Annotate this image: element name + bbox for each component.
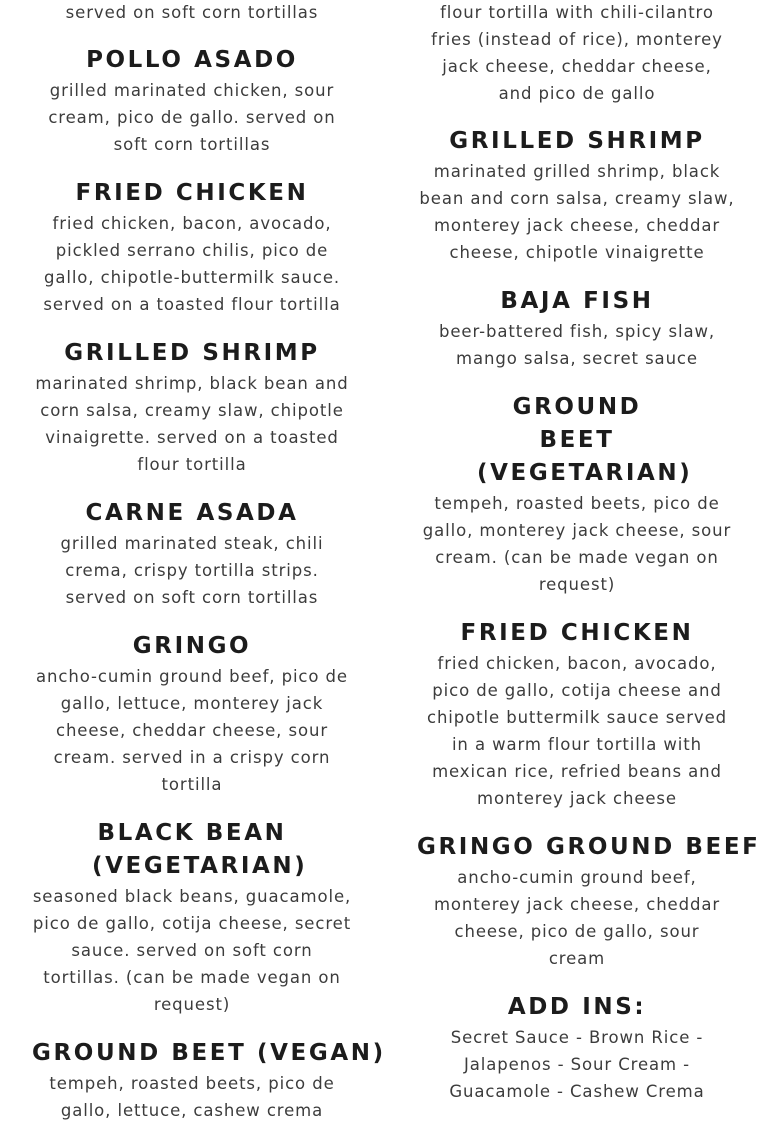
add-ins-list: Secret Sauce - Brown Rice - Jalapenos - Sour Cream - Guacamole - Cashew Crema [449, 1028, 705, 1101]
menu-item [32, 177, 352, 318]
menu-item [32, 497, 352, 611]
menu-item-description: tempeh, roasted beets, pico de gallo, lettuce, cashew crema [49, 1074, 335, 1120]
menu-item-title: GRILLED SHRIMP [449, 128, 705, 154]
menu-item-description: marinated shrimp, black bean and corn salsa, creamy slaw, chipotle vinaigrette. served on a toasted flour tortilla [35, 374, 349, 474]
menu-item-title: GROUND BEET (VEGETARIAN) [477, 394, 693, 486]
menu-item-title: FRIED CHICKEN [75, 180, 309, 206]
menu-item-description: tempeh, roasted beets, pico de gallo, monterey jack cheese, sour cream. (can be made vegan on request) [422, 494, 732, 594]
menu-item [417, 617, 737, 812]
menu-item-title: BAJA FISH [500, 288, 654, 314]
menu-column-right [417, 0, 761, 1105]
menu-item-description: fried chicken, bacon, avocado, pico de gallo, cotija cheese and chipotle buttermilk sauce served in a warm flour tortilla with mexican rice, refried beans and monterey jack cheese [426, 654, 728, 808]
menu-item [32, 337, 352, 478]
menu-item-description: seasoned black beans, guacamole, pico de gallo, cotija cheese, secret sauce. served on soft corn tortillas. (can be made vegan on request) [32, 887, 352, 1014]
menu-item [32, 1037, 386, 1124]
menu-item [32, 44, 352, 158]
menu-item-title: BLACK BEAN (VEGETARIAN) [92, 820, 308, 879]
menu-item-description: ancho-cumin ground beef, pico de gallo, lettuce, monterey jack cheese, cheddar cheese, sour cream. served in a crispy corn tortilla [36, 667, 348, 794]
menu-item-title: GRILLED SHRIMP [64, 340, 320, 366]
add-ins-title: ADD INS: [507, 994, 647, 1020]
menu-item [417, 391, 737, 598]
menu-item-description: marinated grilled shrimp, black bean and corn salsa, creamy slaw, monterey jack cheese, cheddar cheese, chipotle vinaigrette [419, 162, 735, 262]
menu-item [417, 831, 761, 972]
menu-column-left [32, 0, 386, 1124]
menu-item [32, 817, 352, 1018]
menu-item-description-fragment: flour tortilla with chili-cilantro fries (instead of rice), monterey jack cheese, cheddar cheese, and pico de gallo [431, 3, 723, 103]
menu-item-title: FRIED CHICKEN [460, 620, 694, 646]
menu-item-description: ancho-cumin ground beef, monterey jack cheese, cheddar cheese, pico de gallo, sour cream [433, 868, 721, 968]
menu-item-description: grilled marinated chicken, sour cream, pico de gallo. served on soft corn tortillas [48, 81, 336, 154]
menu-item-description: grilled marinated steak, chili crema, crispy tortilla strips. served on soft corn tortillas [60, 534, 324, 607]
menu-item [417, 285, 737, 372]
menu-item-description: fried chicken, bacon, avocado, pickled serrano chilis, pico de gallo, chipotle-buttermilk sauce. served on a toasted flour tortilla [43, 214, 341, 314]
menu-item-description: beer-battered fish, spicy slaw, mango salsa, secret sauce [438, 322, 716, 368]
menu-item-title: GRINGO GROUND BEEF [417, 834, 761, 860]
menu-item [417, 125, 737, 266]
menu-item-description-fragment: served on soft corn tortillas [65, 3, 319, 22]
menu-item-add-ins [417, 991, 737, 1105]
menu-item-title: POLLO ASADO [86, 47, 298, 73]
menu-item-title: CARNE ASADA [85, 500, 299, 526]
menu-item-title: GROUND BEET (VEGAN) [32, 1040, 386, 1066]
menu-item [32, 630, 352, 798]
menu-item-title: GRINGO [132, 633, 252, 659]
